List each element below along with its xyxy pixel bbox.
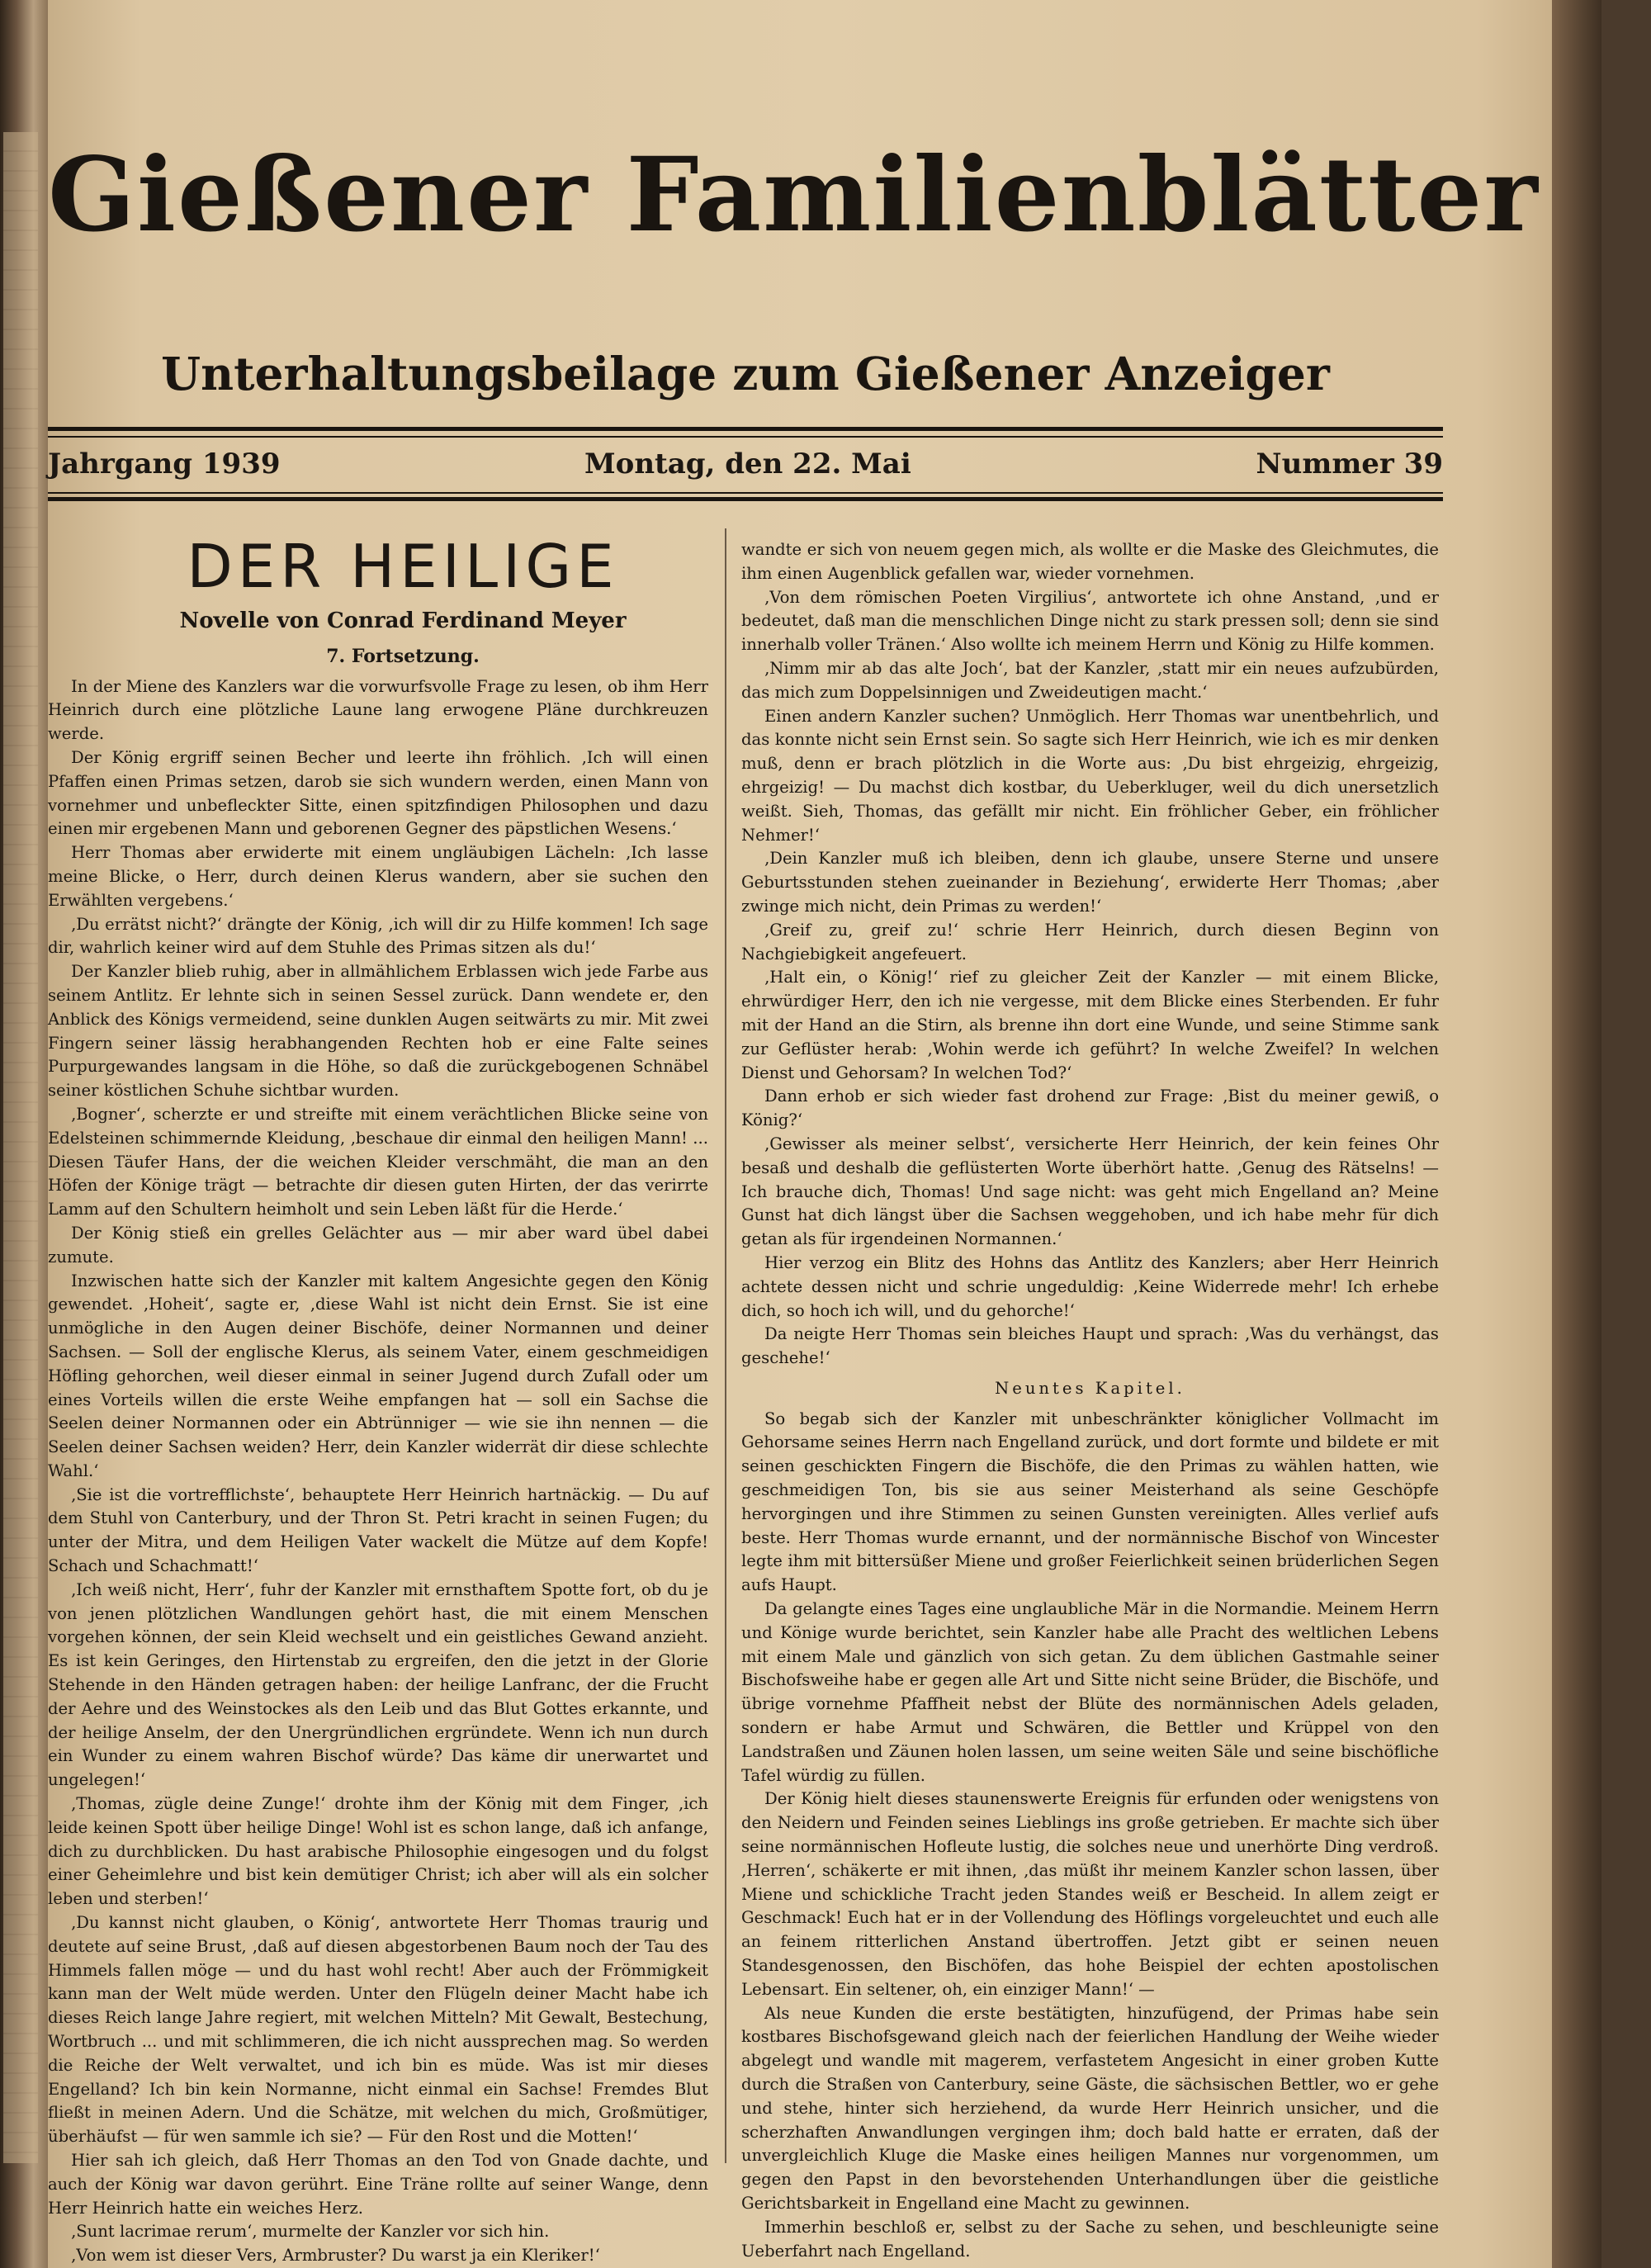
paragraph: ‚Von dem römischen Poeten Virgilius‘, antwortete ich ohne Anstand, ‚und er bedeutet, daß man die menschlichen Dinge nicht zu stark pressen soll; denn sie sind innerhalb voller Tränen.‘ Also wollte ich meinem Herrn und König zu Hilfe kommen. — [741, 587, 1439, 655]
paragraph: ‚Halt ein, o König!‘ rief zu gleicher Zeit der Kanzler — mit einem Blicke, ehrwürdiger Herr, den ich nie vergesse, mit dem Blicke eines Sterbenden. Er fuhr mit der Hand an die Stirn, als brenne ihn dort eine Wunde, und seine Stimme sank zur Geflüster herab: ‚Wohin werde ich geführt? In welche Zweifel? In welchen Dienst und Gehorsam? In welchen Tod?‘ — [741, 968, 1439, 1082]
story-byline: Novelle von Conrad Ferdinand Meyer — [179, 608, 627, 633]
paragraph: ‚Ich weiß nicht, Herr‘, fuhr der Kanzler mit ernsthaftem Spotte fort, ob du je von jenen plötzlichen Wandlungen gehört hast, die mit einem Menschen vorgehen können, der sein Kleid wechselt und ein geistliches Gewand anzieht. Es ist kein Geringes, den Hirtenstab zu ergreifen, den die jetzt in der Glorie Stehende in den Händen getragen haben: der heilige Lanfranc, der die Frucht der Aehre und des Weinstockes als den Leib und das Blut Gottes erkannte, und der heilige Anselm, der den Unergründlichen ergründete. Wenn ich nun durch ein Wunder zu einem wahren Bischof würde? Das käme dir unerwartet und ungelegen!‘ — [48, 1579, 708, 1790]
paragraph: Da gelangte eines Tages eine unglaubliche Mär in die Normandie. Meinem Herrn und Könige wurde berichtet, sein Kanzler habe alle Pracht des weltlichen Lebens mit einem Male und gänzlich von sich getan. Zu dem üblichen Gastmahle seiner Bischofsweihe habe er gegen alle Art und Sitte nicht seine Brüder, die Bischöfe, und übrige vornehme Pfaffheit nebst der Blüte des normännischen Adels geladen, sondern er habe Armut und Schwären, die Bettler und Krüppel von den Landstraßen und Zäunen holen lassen, um seine weiten Säle und seine bischöfliche Tafel würdig zu füllen. — [741, 1599, 1439, 1785]
column-divider — [725, 528, 726, 2163]
paragraph: ‚Sie ist die vortrefflichste‘, behauptete Herr Heinrich hartnäckig. — Du auf dem Stuhl von Canterbury, und der Thron St. Petri kracht in seinen Fugen; du unter der Mitra, und dem Heiligen Vater wackelt die Mütze auf dem Kopfe! Schach und Schachmatt!‘ — [48, 1484, 708, 1576]
chapter-heading: Neuntes Kapitel. — [995, 1378, 1185, 1398]
paragraph: Dann erhob er sich wieder fast drohend zur Frage: ‚Bist du meiner gewiß, o König?‘ — [741, 1087, 1439, 1130]
dateline — [48, 447, 1443, 489]
previous-page-edge — [3, 132, 38, 2163]
masthead-subtitle: Unterhaltungsbeilage zum Gießener Anzeiger — [161, 347, 1330, 400]
paragraph: Hier sah ich gleich, daß Herr Thomas an den Tod von Gnade dachte, und auch der König war davon gerührt. Eine Träne rollte auf seiner Wange, denn Herr Heinrich hatte ein weiches Herz. — [48, 2151, 708, 2218]
date-label: Montag, den 22. Mai — [584, 447, 911, 481]
paragraph: Der König hielt dieses staunenswerte Ereignis für erfunden oder wenigstens von den Neidern und Feinden seines Lieblings ins große getrieben. Er machte sich über seine normännischen Hofleute lustig, die solches neue und unerhörte Ding verdroß. ‚Herren‘, schäkerte er mit ihnen, ‚das müßt ihr meinem Kanzler schon lassen, über Miene und schickliche Tracht jeden Standes weiß er Bescheid. In allem zeigt er Geschmack! Euch hat er in der Vollendung des Höflings vorgeleuchtet und euch alle an feinem ritterlichen Anstand übertroffen. Jetzt gibt er seinen neuen Standesgenossen, den Bischöfen, das hohe Beispiel der echten apostolischen Lebensart. Ein seltener, oh, ein einziger Mann!‘ — — [741, 1789, 1439, 1999]
paragraph: ‚Du kannst nicht glauben, o König‘, antwortete Herr Thomas traurig und deutete auf seine Brust, ‚daß auf diesen abgestorbenen Baum noch der Tau des Himmels fallen möge — und du hast wohl recht! Aber auch der Frömmigkeit kann man der Welt müde werden. Unter den Flügeln deiner Macht habe ich dieses Reich lange Jahre regiert, mit welchen Mitteln? Mit Gewalt, Bestechung, Wortbruch ... und mit schlimmeren, die ich nicht aussprechen mag. So werden die Reiche der Welt verwaltet, und ich bin es müde. Was ist mir dieses Engelland? Ich bin kein Normanne, nicht einmal ein Sachse! Fremdes Blut fließt in meinen Adern. Und die Schätze, mit welchen du mich, Großmütiger, überhäufst — für wen sammle ich sie? — Für den Rost und die Motten!‘ — [48, 1913, 708, 2147]
paragraph: ‚Thomas, zügle deine Zunge!‘ drohte ihm der König mit dem Finger, ‚ich leide keinen Spott über heilige Dinge! Wohl ist es schon lange, daß ich anfange, dich zu durchblicken. Du hast arabische Philosophie eingesogen und du folgst einer Geheimlehre und bist kein demütiger Christ; ich aber will als ein solcher leben und sterben!‘ — [48, 1794, 708, 1909]
paragraph: So begab sich der Kanzler mit unbeschränkter königlicher Vollmacht im Gehorsame seines Herrn nach Engelland zurück, und dort formte und bildete er mit seinen geschickten Fingern die Bischöfe, die den Primas zu wählen hatten, wie geschmeidigen Ton, bis sie aus seiner Meisterhand als seine Geschöpfe hervorgingen und ihre Stimmen zu seinen Gunsten vereinigten. Alles verlief aufs beste. Herr Thomas wurde ernannt, und der normännische Bischof von Wincester legte ihm mit bittersüßer Miene und großer Feierlichkeit seinen brüderlichen Segen aufs Haupt. — [741, 1409, 1439, 1595]
paragraph: ‚Sunt lacrimae rerum‘, murmelte der Kanzler vor sich hin. — [71, 2222, 550, 2242]
installment-label: 7. Fortsetzung. — [326, 645, 480, 667]
paragraph: Einen andern Kanzler suchen? Unmöglich. Herr Thomas war unentbehrlich, und das konnte nicht sein Ernst sein. So sagte sich Herr Heinrich, wie ich es mir denken muß, denn er brach plötzlich in die Worte aus: ‚Du bist ehrgeizig, ehrgeizig, ehrgeizig! — Du machst dich kostbar, du Ueberkluger, weil du dich unersetzlich weißt. Sieh, Thomas, das gefällt mir nicht. Ein fröhlicher Geber, ein fröhlicher Nehmer!‘ — [741, 706, 1439, 845]
paragraph: Der König ergriff seinen Becher und leerte ihn fröhlich. ‚Ich will einen Pfaffen einen Primas setzen, darob sie sich wundern werden, einen Mann von vornehmer und unbefleckter Sitte, einen spitzfindigen Philosophen und dazu einen mir ergebenen Mann und geborenen Gegner des päpstlichen Wesens.‘ — [48, 747, 708, 839]
paragraph: ‚Du errätst nicht?‘ drängte der König, ‚ich will dir zu Hilfe kommen! Ich sage dir, wahrlich keiner wird auf dem Stuhle des Primas sitzen als du!‘ — [48, 914, 708, 958]
issue-label: Nummer 39 — [1256, 447, 1443, 481]
paragraph: Als neue Kunden die erste bestätigten, hinzufügend, der Primas habe sein kostbares Bischofsgewand gleich nach der feierlichen Handlung der Weihe wieder abgelegt und wandle mit magerem, verfastetem Angesicht in einer groben Kutte durch die Straßen von Canterbury, seine Gäste, die sächsischen Bettler, wo er gehe und stehe, hinter sich herziehend, da wurde Herr Heinrich unsicher, und die scherzhaften Anwandlungen vergingen ihm; doch bald hatte er erraten, daß der unvergleichlich Kluge die Maske eines heiligen Mannes nur vorgenommen, um gegen den Papst in den bevorstehenden Unterhandlungen über die geistliche Gerichtsbarkeit in Engelland eine Macht zu gewinnen. — [741, 2003, 1439, 2213]
header-rule-bottom — [48, 497, 1443, 501]
paragraph: Der König stieß ein grelles Gelächter aus — mir aber ward übel dabei zumute. — [48, 1223, 708, 1267]
paragraph: Herr Thomas aber erwiderte mit einem ungläubigen Lächeln: ‚Ich lasse meine Blicke, o Herr, durch deinen Klerus wandern, aber sie suchen den Erwählten vergebens.‘ — [48, 843, 708, 910]
paragraph: ‚Gewisser als meiner selbst‘, versicherte Herr Heinrich, der kein feines Ohr besaß und deshalb die geflüsterten Worte überhört hatte. ‚Genug des Rätselns! — Ich brauche dich, Thomas! Und sage nicht: was geht mich Engelland an? Meine Gunst hat dich längst über die Sachsen weggehoben, und ich habe mehr für dich getan als für irgendeinen Normannen.‘ — [741, 1134, 1439, 1249]
paragraph: ‚Dein Kanzler muß ich bleiben, denn ich glaube, unsere Sterne und unsere Geburtsstunden stehen zueinander in Beziehung‘, erwiderte Herr Thomas; ‚aber zwinge mich nicht, dein Primas zu werden!‘ — [741, 849, 1439, 916]
masthead-title: Gießener Familienblätter — [48, 135, 1540, 255]
left-column — [48, 528, 708, 2268]
header-rule-top — [48, 427, 1443, 431]
paragraph: Inzwischen hatte sich der Kanzler mit kaltem Angesichte gegen den König gewendet. ‚Hoheit‘, sagte er, ‚diese Wahl ist nicht dein Ernst. Sie ist eine unmögliche in den Augen deiner Bischöfe, deiner Normannen und deiner Sachsen. — Soll der englische Klerus, als seinem Vater, einem geschmeidigen Höfling gehorchen, weil dieser einmal in seiner Jugend durch Zufall oder um eines Vorteils willen die erste Weihe empfangen hat — soll ein Sachse die Seelen deiner Normannen oder ein Abtrünniger — wie sie ihn nennen — die Seelen deiner Sachsen weiden? Herr, dein Kanzler widerrät dir diese schlechte Wahl.‘ — [48, 1271, 708, 1480]
paragraph: ‚Von wem ist dieser Vers, Armbruster? Du warst ja ein Kleriker!‘ — [71, 2246, 600, 2266]
paragraph: ‚Nimm mir ab das alte Joch‘, bat der Kanzler, ‚statt mir ein neues aufzubürden, das mich zum Doppelsinnigen und Zweideutigen macht.‘ — [741, 658, 1439, 702]
paragraph: Hier verzog ein Blitz des Hohns das Antlitz des Kanzlers; aber Herr Heinrich achtete dessen nicht und schrie ungeduldig: ‚Keine Widerrede mehr! Ich erhebe dich, so hoch ich will, und du gehorche!‘ — [741, 1252, 1439, 1320]
paragraph: ‚Greif zu, greif zu!‘ schrie Herr Heinrich, durch diesen Beginn von Nachgiebigkeit angefeuert. — [741, 920, 1439, 964]
page-right-shadow — [1552, 0, 1601, 2268]
volume-label: Jahrgang 1939 — [48, 447, 281, 481]
paragraph: Der Kanzler blieb ruhig, aber in allmählichem Erblassen wich jede Farbe aus seinem Antlitz. Er lehnte sich in seinen Sessel zurück. Dann wendete er, den Anblick des Königs vermeidend, seine dunklen Augen seitwärts zu mir. Mit zwei Fingern seiner lässig herabhangenden Rechten hob er eine Falte seines Purpurgewandes langsam in die Höhe, so daß die zurückgebogenen Schnäbel seiner köstlichen Schuhe sichtbar wurden. — [48, 962, 708, 1101]
header-rule-bottom-thin — [48, 492, 1443, 494]
paragraph: Immerhin beschloß er, selbst zu der Sache zu sehen, und beschleunigte seine Ueberfahrt nach Engelland. — [741, 2217, 1439, 2261]
header-rule-top-thin — [48, 436, 1443, 438]
right-column — [741, 538, 1439, 2263]
paragraph: Da neigte Herr Thomas sein bleiches Haupt und sprach: ‚Was du verhängst, das geschehe!‘ — [741, 1324, 1439, 1368]
paragraph: ‚Bogner‘, scherzte er und streifte mit einem verächtlichen Blicke seine von Edelsteinen schimmernde Kleidung, ‚beschaue dir einmal den heiligen Mann! ... Diesen Täufer Hans, der die weichen Kleider verschmäht, die man an den Höfen der Könige trägt — betrachte dir diesen guten Hirten, der das verirrte Lamm auf den Schultern heimholt und sein Leben läßt für die Herde.‘ — [48, 1104, 708, 1219]
paragraph: In der Miene des Kanzlers war die vorwurfsvolle Frage zu lesen, ob ihm Herr Heinrich durch eine plötzliche Laune lang erwogene Pläne durchkreuzen werde. — [48, 676, 708, 744]
paragraph: wandte er sich von neuem gegen mich, als wollte er die Maske des Gleichmutes, die ihm einen Augenblick gefallen war, wieder vornehmen. — [741, 540, 1439, 583]
story-title: DER HEILIGE — [187, 532, 619, 601]
newspaper-page — [48, 0, 1601, 2268]
